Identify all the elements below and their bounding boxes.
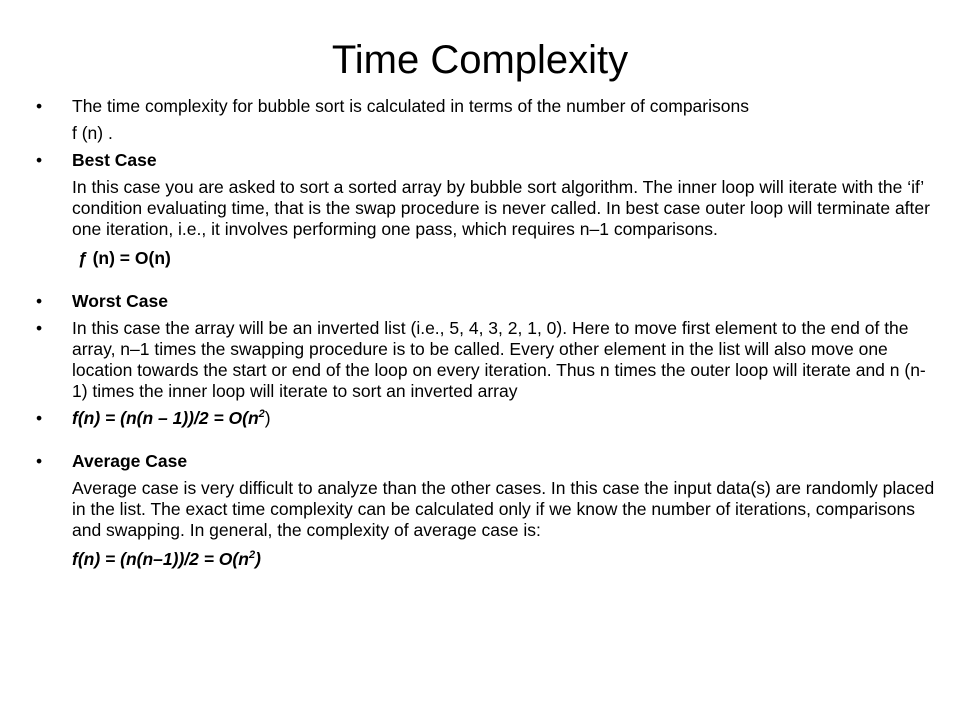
best-case-formula-row	[36, 248, 936, 269]
intro-text-line-2: f (n) .	[72, 123, 113, 143]
worst-case-formula-close: )	[264, 408, 271, 428]
worst-case-formula-exponent: 2	[258, 408, 265, 421]
slide-title: Time Complexity	[331, 38, 629, 82]
average-case-bullet-item	[36, 451, 936, 472]
average-case-paragraph: Average case is very difficult to analyze than the other cases. In this case the input data(s) are randomly placed in the list. The exact time complexity can be calculated only if we know the number of iterations, comparisons and swapping. In general, the complexity of average case is:	[72, 478, 935, 540]
worst-case-paragraph: In this case the array will be an inverted list (i.e., 5, 4, 3, 2, 1, 0). Here to move first element to the end of the array, n–1 times the swapping procedure is to be called. Every other element in the list will also move one location towards the start or end of the loop on every iteration. Thus n times the outer loop will iterate and n (n-1) times the inner loop will iterate to sort an inverted array	[72, 318, 926, 401]
average-case-formula	[72, 549, 261, 569]
average-case-formula-close: )	[255, 549, 261, 569]
best-case-paragraph-row	[36, 177, 936, 240]
best-case-paragraph: In this case you are asked to sort a sorted array by bubble sort algorithm. The inner loop will iterate with the ‘if’ condition evaluating time, that is the swap procedure is never called. In best case outer loop will terminate after one iteration, i.e., it involves performing one pass, which requires n–1 comparisons.	[72, 177, 930, 239]
average-case-heading: Average Case	[72, 451, 188, 471]
bullet-dot: •	[36, 451, 43, 471]
intro-text-line-1: The time complexity for bubble sort is calculated in terms of the number of comparisons	[72, 96, 749, 116]
intro-formula-row	[36, 123, 936, 144]
average-case-paragraph-row	[36, 478, 936, 541]
worst-case-formula-main: f(n) = (n(n – 1))/2 = O(n	[72, 408, 259, 428]
worst-case-formula	[72, 408, 271, 428]
worst-case-bullet-item	[36, 291, 936, 312]
intro-bullet-item	[36, 96, 936, 117]
average-case-formula-row	[36, 549, 936, 570]
bullet-dot: •	[36, 150, 43, 170]
best-case-formula: ƒ (n) = O(n)	[78, 248, 171, 268]
bullet-dot: •	[36, 408, 43, 428]
best-case-bullet-item	[36, 150, 936, 171]
bullet-dot: •	[36, 96, 43, 116]
worst-case-formula-item	[36, 408, 936, 429]
worst-case-heading: Worst Case	[72, 291, 168, 311]
average-case-formula-exponent: 2	[248, 549, 256, 562]
slide-body	[36, 96, 936, 570]
best-case-heading: Best Case	[72, 150, 157, 170]
worst-case-paragraph-item	[36, 318, 936, 402]
average-case-formula-main: f(n) = (n(n–1))/2 = O(n	[72, 549, 249, 569]
bullet-dot: •	[36, 318, 43, 338]
bullet-dot: •	[36, 291, 43, 311]
